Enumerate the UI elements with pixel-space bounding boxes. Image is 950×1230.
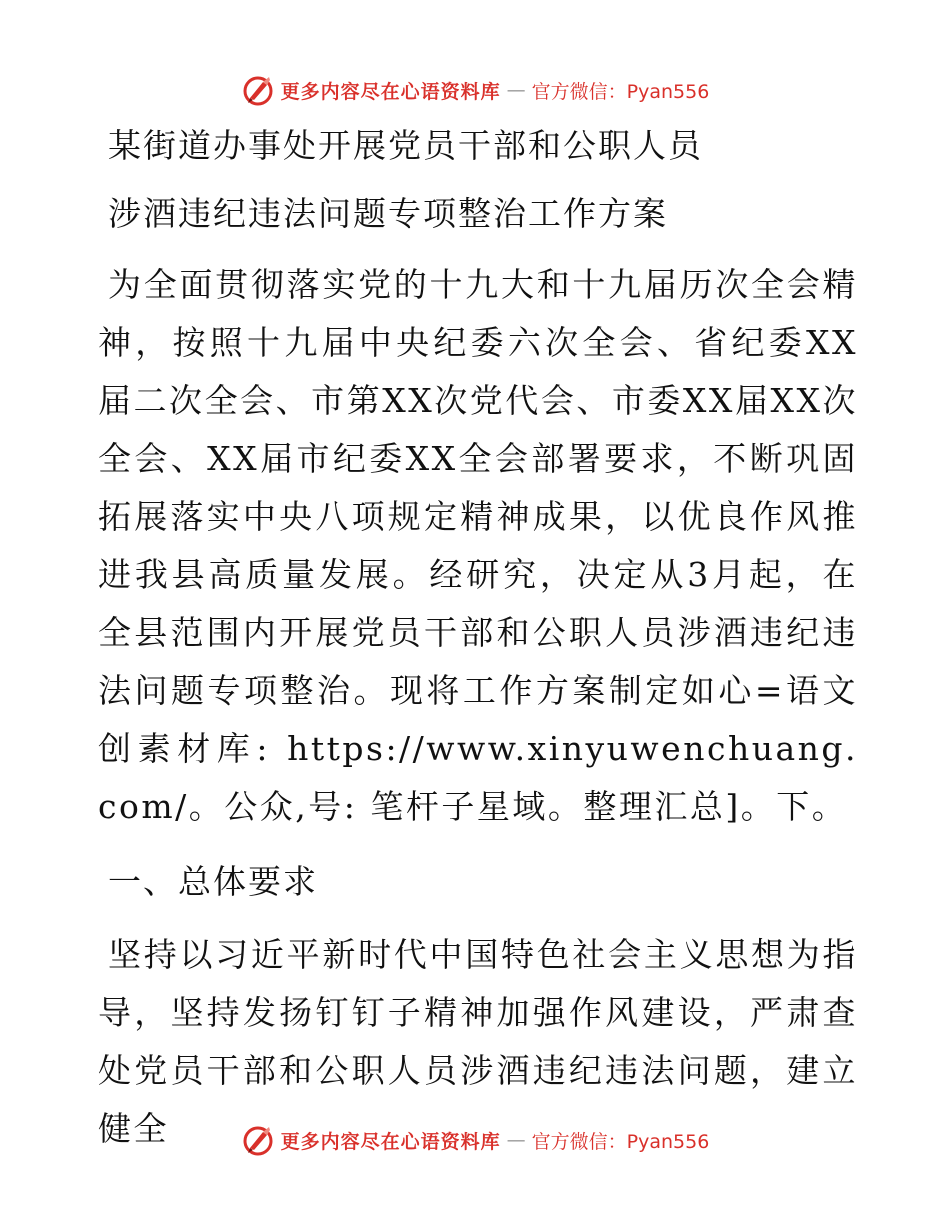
watermark-separator: — <box>506 79 526 101</box>
footer-watermark <box>0 1120 950 1160</box>
document-title-line-2: 涉酒违纪违法问题专项整治工作方案 <box>108 194 668 233</box>
intro-paragraph: 为全面贯彻落实党的十九大和十九届历次全会精神，按照十九届中央纪委六次全会、省纪委XX届二次全会、市第XX次党代会、市委XX届XX次全会、XX届市纪委XX全会部署要求，不断巩固拓展落实中央八项规定精神成果，以优良作风推进我县高质量发展。经研究，决定从3月起，在全县范围内开展党员干部和公职人员涉酒违纪违法问题专项整治。现将工作方案制定如心=语文创素材库: https://www.xinyuwenchuang.com/。公众,号: 笔杆子星域。整理汇总]。下。 <box>98 265 858 826</box>
section-heading-general-requirements: 一、总体要求 <box>108 862 318 901</box>
watermark-text: 更多内容尽在心语资料库 <box>280 1130 501 1153</box>
watermark-account: 官方微信：Pyan556 <box>531 80 710 103</box>
watermark-text: 更多内容尽在心语资料库 <box>280 80 501 103</box>
watermark-account: 官方微信：Pyan556 <box>531 1130 710 1153</box>
quill-pen-logo-icon <box>241 1123 275 1157</box>
document-title-line-1: 某街道办事处开展党员干部和公职人员 <box>108 126 703 165</box>
quill-pen-logo-icon <box>241 73 275 107</box>
document-body <box>98 122 858 1158</box>
section-paragraph: 坚持以习近平新时代中国特色社会主义思想为指导，坚持发扬钉钉子精神加强作风建设，严肃查处党员干部和公职人员涉酒违纪违法问题，建立健全 <box>98 935 858 1148</box>
header-watermark <box>0 70 950 110</box>
watermark-separator: — <box>506 1129 526 1151</box>
